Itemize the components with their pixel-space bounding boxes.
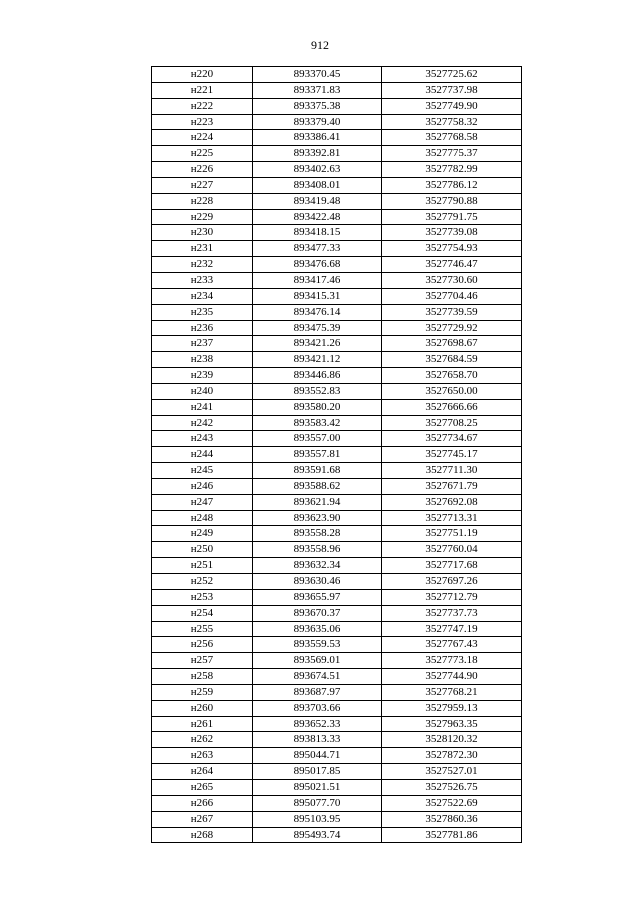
table-row — [152, 827, 522, 843]
x-coordinate-cell: 893417.46 — [253, 272, 382, 288]
y-coordinate-cell: 3527684.59 — [382, 352, 522, 368]
point-id-cell: н257 — [152, 653, 253, 669]
y-coordinate-cell: 3527713.31 — [382, 510, 522, 526]
x-coordinate-cell: 895017.85 — [253, 764, 382, 780]
point-id-cell: н263 — [152, 748, 253, 764]
coordinates-table-body — [152, 67, 522, 843]
x-coordinate-cell: 893446.86 — [253, 368, 382, 384]
x-coordinate-cell: 893652.33 — [253, 716, 382, 732]
x-coordinate-cell: 893477.33 — [253, 241, 382, 257]
y-coordinate-cell: 3527773.18 — [382, 653, 522, 669]
y-coordinate-cell: 3527522.69 — [382, 795, 522, 811]
table-row — [152, 589, 522, 605]
table-row — [152, 130, 522, 146]
table-row — [152, 146, 522, 162]
y-coordinate-cell: 3527768.21 — [382, 684, 522, 700]
y-coordinate-cell: 3527758.32 — [382, 114, 522, 130]
table-row — [152, 399, 522, 415]
x-coordinate-cell: 893558.28 — [253, 526, 382, 542]
y-coordinate-cell: 3527717.68 — [382, 558, 522, 574]
y-coordinate-cell: 3527786.12 — [382, 177, 522, 193]
x-coordinate-cell: 893569.01 — [253, 653, 382, 669]
y-coordinate-cell: 3527725.62 — [382, 67, 522, 83]
point-id-cell: н266 — [152, 795, 253, 811]
x-coordinate-cell: 893623.90 — [253, 510, 382, 526]
x-coordinate-cell: 893402.63 — [253, 162, 382, 178]
y-coordinate-cell: 3527959.13 — [382, 700, 522, 716]
point-id-cell: н234 — [152, 288, 253, 304]
y-coordinate-cell: 3527963.35 — [382, 716, 522, 732]
x-coordinate-cell: 895493.74 — [253, 827, 382, 843]
table-row — [152, 82, 522, 98]
y-coordinate-cell: 3527775.37 — [382, 146, 522, 162]
point-id-cell: н260 — [152, 700, 253, 716]
y-coordinate-cell: 3527768.58 — [382, 130, 522, 146]
x-coordinate-cell: 893419.48 — [253, 193, 382, 209]
y-coordinate-cell: 3527734.67 — [382, 431, 522, 447]
table-row — [152, 336, 522, 352]
y-coordinate-cell: 3527737.73 — [382, 605, 522, 621]
y-coordinate-cell: 3527746.47 — [382, 257, 522, 273]
table-row — [152, 463, 522, 479]
table-row — [152, 225, 522, 241]
x-coordinate-cell: 893674.51 — [253, 669, 382, 685]
point-id-cell: н248 — [152, 510, 253, 526]
point-id-cell: н230 — [152, 225, 253, 241]
point-id-cell: н225 — [152, 146, 253, 162]
point-id-cell: н265 — [152, 779, 253, 795]
table-row — [152, 811, 522, 827]
x-coordinate-cell: 895021.51 — [253, 779, 382, 795]
point-id-cell: н252 — [152, 574, 253, 590]
point-id-cell: н233 — [152, 272, 253, 288]
x-coordinate-cell: 893408.01 — [253, 177, 382, 193]
point-id-cell: н229 — [152, 209, 253, 225]
x-coordinate-cell: 893591.68 — [253, 463, 382, 479]
x-coordinate-cell: 893476.14 — [253, 304, 382, 320]
table-row — [152, 114, 522, 130]
point-id-cell: н237 — [152, 336, 253, 352]
y-coordinate-cell: 3527860.36 — [382, 811, 522, 827]
table-row — [152, 478, 522, 494]
x-coordinate-cell: 893557.00 — [253, 431, 382, 447]
point-id-cell: н267 — [152, 811, 253, 827]
table-row — [152, 494, 522, 510]
table-row — [152, 748, 522, 764]
x-coordinate-cell: 893580.20 — [253, 399, 382, 415]
table-row — [152, 558, 522, 574]
y-coordinate-cell: 3527704.46 — [382, 288, 522, 304]
table-row — [152, 415, 522, 431]
point-id-cell: н244 — [152, 447, 253, 463]
point-id-cell: н243 — [152, 431, 253, 447]
y-coordinate-cell: 3527730.60 — [382, 272, 522, 288]
point-id-cell: н222 — [152, 98, 253, 114]
y-coordinate-cell: 3527708.25 — [382, 415, 522, 431]
point-id-cell: н264 — [152, 764, 253, 780]
y-coordinate-cell: 3527729.92 — [382, 320, 522, 336]
point-id-cell: н235 — [152, 304, 253, 320]
point-id-cell: н232 — [152, 257, 253, 273]
point-id-cell: н223 — [152, 114, 253, 130]
table-row — [152, 732, 522, 748]
table-row — [152, 241, 522, 257]
table-row — [152, 193, 522, 209]
point-id-cell: н246 — [152, 478, 253, 494]
y-coordinate-cell: 3527671.79 — [382, 478, 522, 494]
y-coordinate-cell: 3527712.79 — [382, 589, 522, 605]
table-row — [152, 795, 522, 811]
table-row — [152, 257, 522, 273]
x-coordinate-cell: 893621.94 — [253, 494, 382, 510]
y-coordinate-cell: 3527872.30 — [382, 748, 522, 764]
y-coordinate-cell: 3527739.08 — [382, 225, 522, 241]
point-id-cell: н241 — [152, 399, 253, 415]
table-row — [152, 653, 522, 669]
point-id-cell: н255 — [152, 621, 253, 637]
point-id-cell: н253 — [152, 589, 253, 605]
y-coordinate-cell: 3527751.19 — [382, 526, 522, 542]
table-row — [152, 67, 522, 83]
y-coordinate-cell: 3527527.01 — [382, 764, 522, 780]
point-id-cell: н250 — [152, 542, 253, 558]
y-coordinate-cell: 3527711.30 — [382, 463, 522, 479]
point-id-cell: н261 — [152, 716, 253, 732]
table-row — [152, 684, 522, 700]
x-coordinate-cell: 893476.68 — [253, 257, 382, 273]
y-coordinate-cell: 3527650.00 — [382, 383, 522, 399]
y-coordinate-cell: 3527781.86 — [382, 827, 522, 843]
point-id-cell: н256 — [152, 637, 253, 653]
x-coordinate-cell: 893415.31 — [253, 288, 382, 304]
point-id-cell: н254 — [152, 605, 253, 621]
point-id-cell: н242 — [152, 415, 253, 431]
x-coordinate-cell: 893559.53 — [253, 637, 382, 653]
y-coordinate-cell: 3527744.90 — [382, 669, 522, 685]
table-row — [152, 162, 522, 178]
point-id-cell: н239 — [152, 368, 253, 384]
y-coordinate-cell: 3527790.88 — [382, 193, 522, 209]
x-coordinate-cell: 893418.15 — [253, 225, 382, 241]
y-coordinate-cell: 3527737.98 — [382, 82, 522, 98]
table-row — [152, 764, 522, 780]
y-coordinate-cell: 3527754.93 — [382, 241, 522, 257]
x-coordinate-cell: 893670.37 — [253, 605, 382, 621]
y-coordinate-cell: 3527697.26 — [382, 574, 522, 590]
x-coordinate-cell: 893552.83 — [253, 383, 382, 399]
page-number: 912 — [311, 38, 329, 52]
point-id-cell: н238 — [152, 352, 253, 368]
y-coordinate-cell: 3527791.75 — [382, 209, 522, 225]
x-coordinate-cell: 893687.97 — [253, 684, 382, 700]
y-coordinate-cell: 3527767.43 — [382, 637, 522, 653]
y-coordinate-cell: 3527760.04 — [382, 542, 522, 558]
y-coordinate-cell: 3527739.59 — [382, 304, 522, 320]
x-coordinate-cell: 893703.66 — [253, 700, 382, 716]
y-coordinate-cell: 3527698.67 — [382, 336, 522, 352]
y-coordinate-cell: 3527782.99 — [382, 162, 522, 178]
table-row — [152, 621, 522, 637]
x-coordinate-cell: 893371.83 — [253, 82, 382, 98]
point-id-cell: н231 — [152, 241, 253, 257]
y-coordinate-cell: 3527526.75 — [382, 779, 522, 795]
y-coordinate-cell: 3527692.08 — [382, 494, 522, 510]
table-row — [152, 637, 522, 653]
point-id-cell: н220 — [152, 67, 253, 83]
x-coordinate-cell: 893422.48 — [253, 209, 382, 225]
point-id-cell: н258 — [152, 669, 253, 685]
x-coordinate-cell: 893421.26 — [253, 336, 382, 352]
x-coordinate-cell: 893635.06 — [253, 621, 382, 637]
x-coordinate-cell: 893558.96 — [253, 542, 382, 558]
table-row — [152, 320, 522, 336]
table-row — [152, 542, 522, 558]
point-id-cell: н228 — [152, 193, 253, 209]
point-id-cell: н259 — [152, 684, 253, 700]
point-id-cell: н251 — [152, 558, 253, 574]
table-row — [152, 383, 522, 399]
x-coordinate-cell: 893588.62 — [253, 478, 382, 494]
y-coordinate-cell: 3527666.66 — [382, 399, 522, 415]
x-coordinate-cell: 895044.71 — [253, 748, 382, 764]
x-coordinate-cell: 893421.12 — [253, 352, 382, 368]
y-coordinate-cell: 3527658.70 — [382, 368, 522, 384]
table-row — [152, 352, 522, 368]
table-row — [152, 272, 522, 288]
point-id-cell: н240 — [152, 383, 253, 399]
table-row — [152, 177, 522, 193]
point-id-cell: н249 — [152, 526, 253, 542]
x-coordinate-cell: 893475.39 — [253, 320, 382, 336]
table-row — [152, 526, 522, 542]
x-coordinate-cell: 893379.40 — [253, 114, 382, 130]
y-coordinate-cell: 3527747.19 — [382, 621, 522, 637]
point-id-cell: н224 — [152, 130, 253, 146]
y-coordinate-cell: 3527745.17 — [382, 447, 522, 463]
table-row — [152, 209, 522, 225]
table-row — [152, 510, 522, 526]
table-row — [152, 779, 522, 795]
x-coordinate-cell: 893370.45 — [253, 67, 382, 83]
point-id-cell: н262 — [152, 732, 253, 748]
x-coordinate-cell: 893655.97 — [253, 589, 382, 605]
x-coordinate-cell: 893630.46 — [253, 574, 382, 590]
point-id-cell: н247 — [152, 494, 253, 510]
table-row — [152, 605, 522, 621]
table-row — [152, 304, 522, 320]
x-coordinate-cell: 893813.33 — [253, 732, 382, 748]
x-coordinate-cell: 893583.42 — [253, 415, 382, 431]
table-row — [152, 669, 522, 685]
coordinates-table — [151, 66, 522, 843]
y-coordinate-cell: 3528120.32 — [382, 732, 522, 748]
point-id-cell: н227 — [152, 177, 253, 193]
x-coordinate-cell: 893386.41 — [253, 130, 382, 146]
x-coordinate-cell: 895077.70 — [253, 795, 382, 811]
point-id-cell: н236 — [152, 320, 253, 336]
table-row — [152, 98, 522, 114]
table-row — [152, 700, 522, 716]
table-row — [152, 288, 522, 304]
x-coordinate-cell: 893632.34 — [253, 558, 382, 574]
table-row — [152, 368, 522, 384]
table-row — [152, 431, 522, 447]
x-coordinate-cell: 893392.81 — [253, 146, 382, 162]
point-id-cell: н226 — [152, 162, 253, 178]
point-id-cell: н268 — [152, 827, 253, 843]
table-row — [152, 574, 522, 590]
table-row — [152, 716, 522, 732]
table-row — [152, 447, 522, 463]
x-coordinate-cell: 893557.81 — [253, 447, 382, 463]
x-coordinate-cell: 895103.95 — [253, 811, 382, 827]
point-id-cell: н245 — [152, 463, 253, 479]
x-coordinate-cell: 893375.38 — [253, 98, 382, 114]
point-id-cell: н221 — [152, 82, 253, 98]
y-coordinate-cell: 3527749.90 — [382, 98, 522, 114]
